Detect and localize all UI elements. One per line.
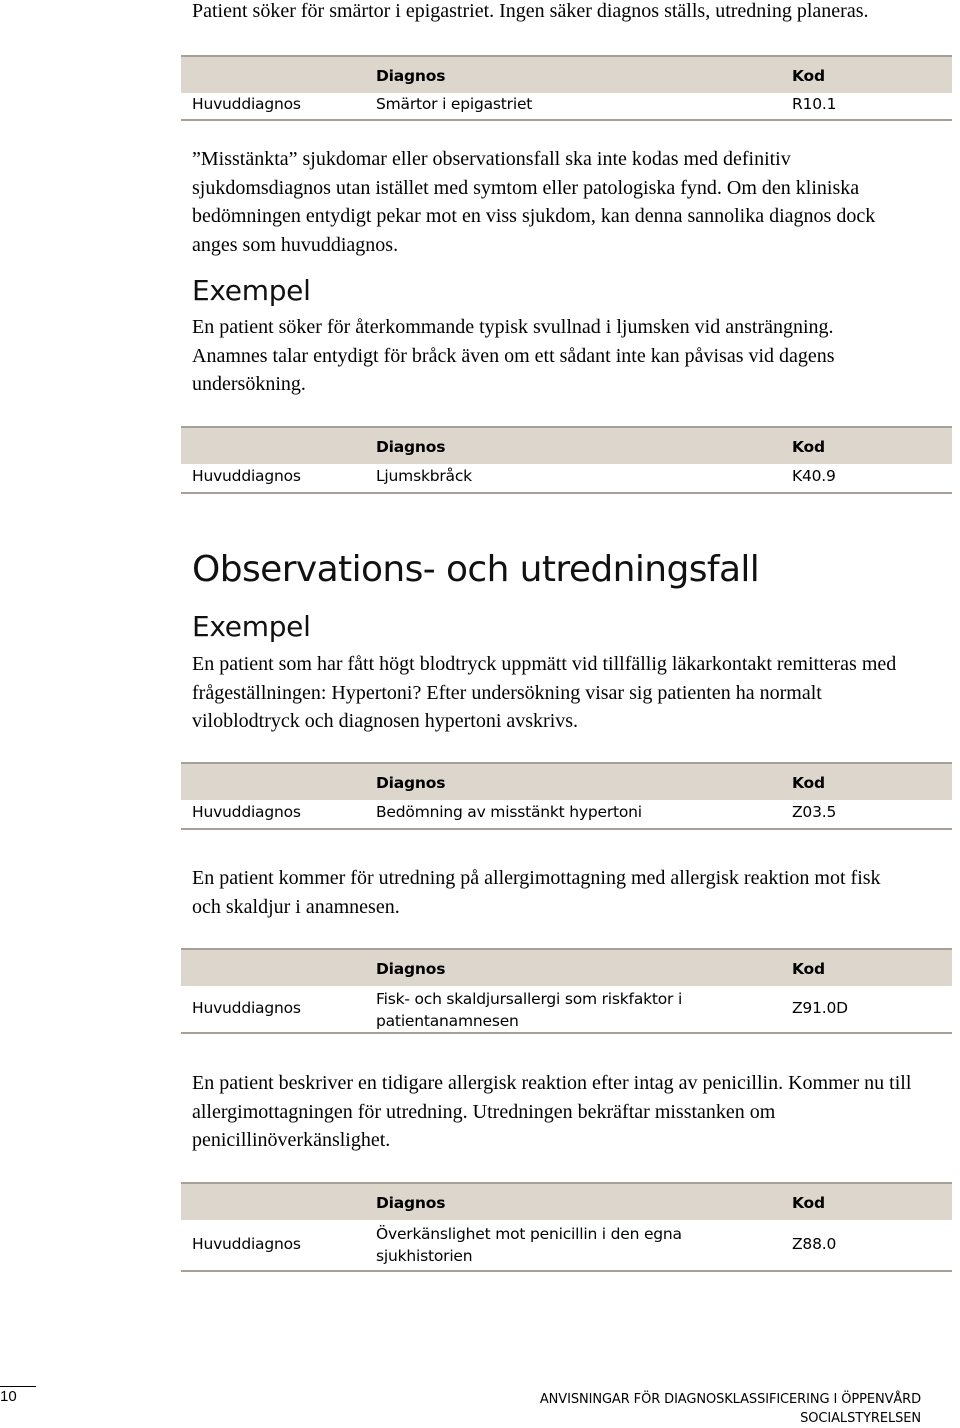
table-header (181, 426, 952, 464)
table-row (181, 986, 952, 1034)
diagnosis-table-3 (181, 762, 952, 830)
example-paragraph: En patient söker för återkommande typisk svullnad i ljumsken vid ansträngning. Anamnes talar entydigt för bråck även om ett sådant inte kan påvisas vid dagens undersökning. (192, 316, 835, 395)
section-title: Observations- och utredningsfall (192, 549, 760, 590)
diagnosis-text: Överkänslighet mot penicillin i den egna sjukhistorien (376, 1225, 682, 1265)
table-header (181, 948, 952, 986)
example-paragraph: En patient som har fått högt blodtryck uppmätt vid tillfällig läkarkontakt remitteras med frågeställningen: Hypertoni? Efter undersökning visar sig patienten ha normalt viloblodtryck och diagnosen hypertoni avskrivs. (192, 653, 897, 732)
diagnosis-text: Fisk- och skaldjursallergi som riskfaktor i patientanamnesen (376, 990, 683, 1030)
column-header-diagnos: Diagnos (376, 774, 446, 792)
diagnosis-code: K40.9 (792, 467, 836, 485)
column-header-kod: Kod (792, 1194, 825, 1212)
footer-rule (0, 1386, 36, 1387)
example-heading: Exempel (192, 610, 311, 643)
diagnosis-table-5 (181, 1182, 952, 1272)
footer-publisher: SOCIALSTYRELSEN (800, 1411, 921, 1426)
column-header-diagnos: Diagnos (376, 1194, 446, 1212)
page-number: 10 (0, 1388, 17, 1405)
footer-document-title: ANVISNINGAR FÖR DIAGNOSKLASSIFICERING I ÖPPENVÅRD (539, 1392, 921, 1407)
diagnosis-code: Z03.5 (792, 803, 837, 821)
column-header-diagnos: Diagnos (376, 960, 446, 978)
example-paragraph: En patient beskriver en tidigare allergisk reaktion efter intag av penicillin. Kommer nu till allergimottagningen för utredning. Utredningen bekräftar misstanken om penicillinöverkänslighet. (192, 1072, 912, 1151)
table-row (181, 1220, 952, 1272)
table-row (181, 93, 952, 121)
row-label: Huvuddiagnos (192, 467, 301, 485)
column-header-kod: Kod (792, 67, 825, 85)
table-row (181, 800, 952, 830)
diagnosis-table-2 (181, 426, 952, 494)
column-header-diagnos: Diagnos (376, 67, 446, 85)
diagnosis-text: Bedömning av misstänkt hypertoni (376, 803, 642, 821)
diagnosis-code: Z91.0D (792, 999, 848, 1017)
row-label: Huvuddiagnos (192, 1235, 301, 1253)
diagnosis-code: Z88.0 (792, 1235, 837, 1253)
diagnosis-table-1 (181, 55, 952, 121)
column-header-kod: Kod (792, 438, 825, 456)
running-footer (540, 1390, 921, 1428)
row-label: Huvuddiagnos (192, 95, 301, 113)
intro-paragraph: Patient söker för smärtor i epigastriet. Ingen säker diagnos ställs, utredning planeras. (192, 0, 869, 22)
diagnosis-table-4 (181, 948, 952, 1034)
column-header-kod: Kod (792, 960, 825, 978)
table-row (181, 464, 952, 494)
rule-paragraph: ”Misstänkta” sjukdomar eller observationsfall ska inte kodas med definitiv sjukdomsdiagnos utan istället med symtom eller patologiska fynd. Om den kliniska bedömningen entydigt pekar mot en viss sjukdom, kan denna sannolika diagnos dock anges som huvuddiagnos. (192, 148, 876, 256)
diagnosis-code: R10.1 (792, 95, 837, 113)
column-header-diagnos: Diagnos (376, 438, 446, 456)
row-label: Huvuddiagnos (192, 803, 301, 821)
table-header (181, 1182, 952, 1220)
diagnosis-text: Smärtor i epigastriet (376, 95, 533, 113)
table-header (181, 55, 952, 93)
table-header (181, 762, 952, 800)
column-header-kod: Kod (792, 774, 825, 792)
example-heading: Exempel (192, 274, 311, 307)
row-label: Huvuddiagnos (192, 999, 301, 1017)
example-paragraph: En patient kommer för utredning på allergimottagning med allergisk reaktion mot fisk och skaldjur i anamnesen. (192, 867, 881, 918)
diagnosis-text: Ljumskbråck (376, 467, 472, 485)
